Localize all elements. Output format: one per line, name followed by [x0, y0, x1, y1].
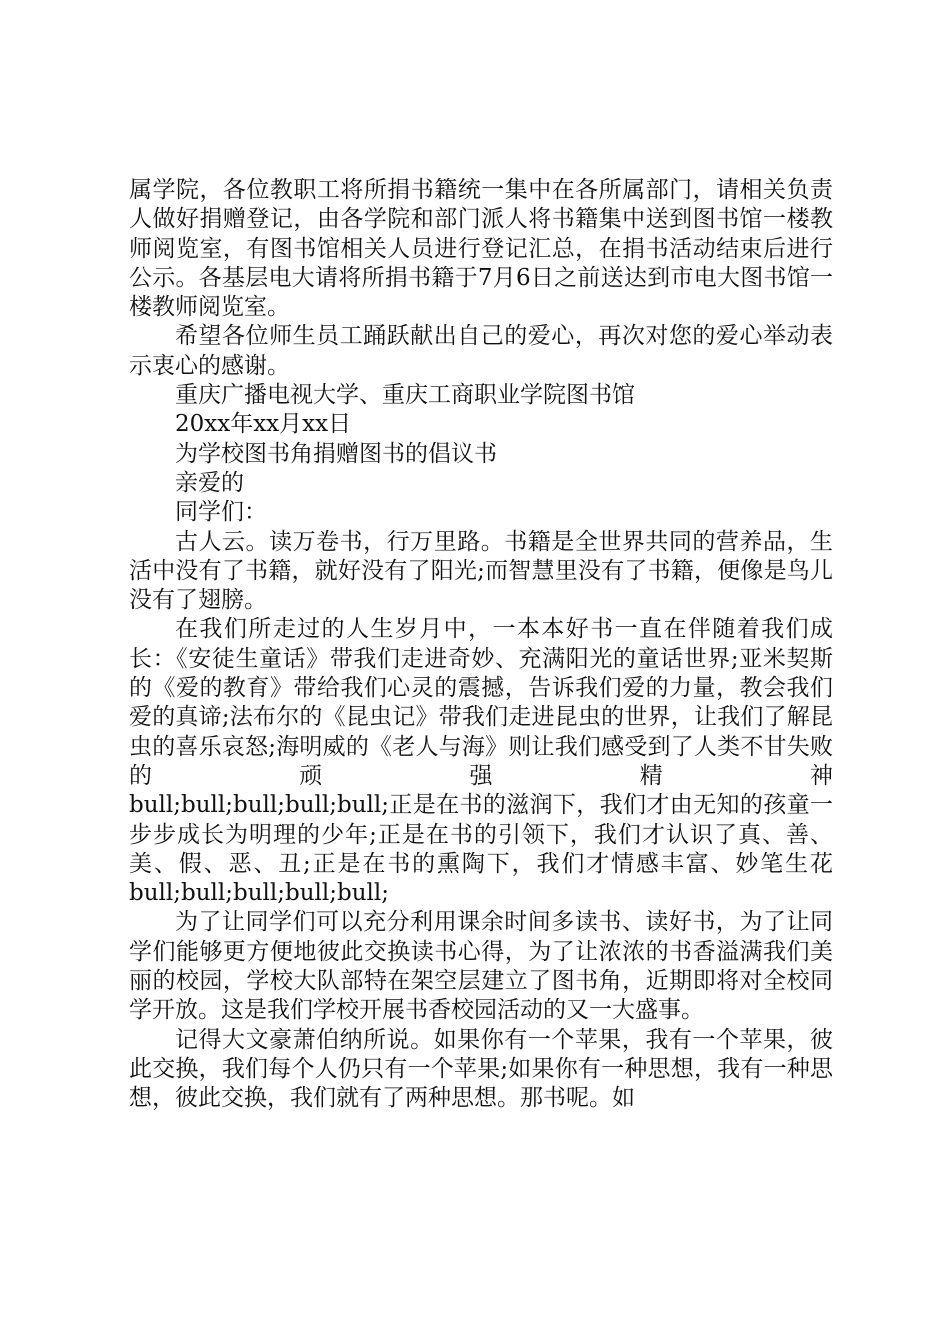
salutation-line-1: 亲爱的 — [175, 469, 244, 496]
paragraph-shaw-quote: 记得大文豪萧伯纳所说。如果你有一个苹果，我有一个苹果，彼此交换，我们每个人仍只有一个苹果;如果你有一种思想，我有一种思想，彼此交换，我们就有了两种思想。那书呢。如 — [129, 1026, 833, 1112]
document-body — [129, 176, 833, 1114]
paragraph-ancient-saying: 古人云。读万卷书，行万里路。书籍是全世界共同的营养品，生活中没有了书籍，就好没有了阳光;而智慧里没有了书籍，便像是鸟儿没有了翅膀。 — [129, 528, 833, 614]
signature-organization: 重庆广播电视大学、重庆工商职业学院图书馆 — [175, 382, 635, 409]
paragraph-books-growth-continued: bull;bull;bull;bull;bull;正是在书的滋润下，我们才由无知的孩童一步步成长为明理的少年;正是在书的引领下，我们才认识了真、善、美、假、恶、丑;正是在书的熏陶下，我们才情感丰富、妙笔生花bull;bull;bull;bull;bull; — [129, 792, 833, 907]
document-title: 为学校图书角捐赠图书的倡议书 — [175, 440, 497, 467]
salutation-line-2: 同学们： — [175, 499, 267, 526]
paragraph-books-growth: 在我们所走过的人生岁月中，一本本好书一直在伴随着我们成长：《安徒生童话》带我们走进奇妙、充满阳光的童话世界;亚米契斯的《爱的教育》带给我们心灵的震撼，告诉我们爱的力量，教会我们爱的真谛;法布尔的《昆虫记》带我们走进昆虫的世界，让我们了解昆虫的喜乐哀怒;海明威的《老人与海》则让我们感受到了人类不甘失败的顽强精神 — [129, 616, 833, 789]
paragraph-donation-instructions: 属学院，各位教职工将所捐书籍统一集中在各所属部门，请相关负责人做好捐赠登记，由各学院和部门派人将书籍集中送到图书馆一楼教师阅览室，有图书馆相关人员进行登记汇总，在捐书活动结束后进行公示。各基层电大请将所捐书籍于7月6日之前送达到市电大图书馆一楼教师阅览室。 — [129, 177, 833, 321]
paragraph-library-corner: 为了让同学们可以充分利用课余时间多读书、读好书，为了让同学们能够更方便地彼此交换读书心得，为了让浓浓的书香溢满我们美丽的校园，学校大队部特在架空层建立了图书角，近期即将对全校同学开放。这是我们学校开展书香校园活动的又一大盛事。 — [129, 909, 833, 1024]
signature-date: 20xx年xx月xx日 — [175, 411, 352, 438]
paragraph-thanks: 希望各位师生员工踊跃献出自己的爱心，再次对您的爱心举动表示衷心的感谢。 — [129, 323, 833, 379]
